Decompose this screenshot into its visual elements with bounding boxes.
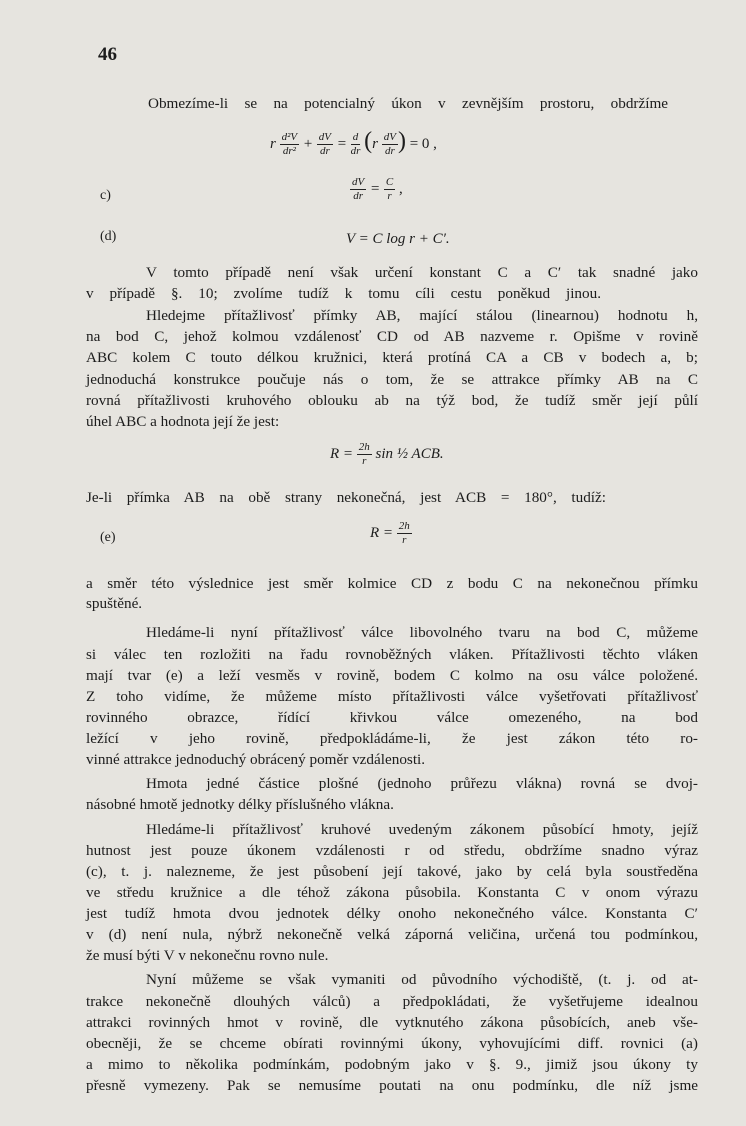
eq-term-num: 2h bbox=[358, 441, 370, 453]
text-line: ležící v jeho rovině, předpokládáme-li, že jest zákon této ro- bbox=[86, 730, 698, 747]
text-line: na bod C, jehož kolmou vzdálenosť CD od AB nazveme r. Opišme v rovině bbox=[86, 328, 698, 345]
eq-term-den: r bbox=[362, 455, 367, 467]
equation-label-e: (e) bbox=[100, 530, 116, 545]
eq-term-den: dr² bbox=[282, 145, 296, 158]
text-line: jednoduchá konstrukce poučuje nás o tom, že se attrakce přímky AB na C bbox=[86, 371, 698, 388]
eq-term-num: 2h bbox=[398, 520, 410, 532]
page-number: 46 bbox=[98, 44, 117, 65]
eq-term-coef: r bbox=[372, 136, 378, 152]
text-line: v (d) není nula, nýbrž nekonečně velká záporná veličina, určená tou podmínkou, bbox=[86, 926, 698, 943]
eq-tail: sin ½ ACB. bbox=[375, 445, 444, 462]
equation-laplace-radial: r $\frac{\text{d²V}}{\text{dr²}}$ + $\frac{dV}{dr}$ = $\frac{d}{dr}$ (r $\frac{dV}{dr}$ ) = 0 , bbox=[270, 128, 437, 158]
eq-term-den: r bbox=[402, 534, 407, 546]
text-line: V tomto případě není však určení konstant C a C′ tak snadné jako bbox=[146, 264, 698, 281]
text-line: násobné hmotě jednotky délky příslušného vlákna. bbox=[86, 796, 394, 813]
text-line: a směr této výslednice jest směr kolmice CD z bodu C na nekonečnou přímku bbox=[86, 575, 698, 592]
text-line: rovná přítažlivosti kruhového oblouku ab na týž bod, že tudíž směr její půlí bbox=[86, 392, 698, 409]
eq-term-num: dV bbox=[383, 131, 396, 144]
text-line: vinné attrakce jednoduchý obrácený poměr vzdálenosti. bbox=[86, 751, 426, 768]
text-line: Hledáme-li přítažlivosť kruhové uvedeným zákonem působící hmoty, jejíž bbox=[146, 821, 698, 838]
text-line: hutnost jest pouze úkonem vzdálenosti r od středu, obdržíme snadno výraz bbox=[86, 842, 698, 859]
text-line: ABC kolem C touto délkou kružnici, která protíná CA a CB v bodech a, b; bbox=[86, 349, 698, 366]
eq-term-num: dV bbox=[352, 176, 365, 188]
text-line: Z toho vidíme, že můžeme místo přítažlivosti válce vyšetřovati přítažlivosť bbox=[86, 688, 698, 705]
eq-term-den: dr bbox=[350, 145, 361, 158]
text-line: trakce nekonečně dlouhých válců) a předpokládati, že vyšetřujeme idealnou bbox=[86, 993, 698, 1010]
text-line: Hledejme přítažlivosť přímky AB, mající stálou (linearnou) hodnotu h, bbox=[146, 307, 698, 324]
text-line: jest tudíž hmota dvou jednotek délky onoho nekonečného válce. Konstanta C′ bbox=[86, 905, 698, 922]
eq-lhs: R = bbox=[370, 524, 394, 541]
text-line: mají tvar (e) a leží vesměs v rovině, bodem C kolmo na osu válce položené. bbox=[86, 667, 698, 684]
equation-label-d: (d) bbox=[100, 229, 117, 244]
eq-rhs: = 0 , bbox=[409, 136, 437, 152]
equation-e bbox=[370, 520, 412, 547]
text-line: že musí býti V v nekonečnu rovno nule. bbox=[86, 947, 329, 964]
text-line: Hmota jedné částice plošné (jednoho průřezu vlákna) rovná se dvoj- bbox=[146, 775, 698, 792]
equation-c: $\frac{dV}{dr}$ = $\frac{C}{r}$ , bbox=[352, 176, 403, 202]
eq-term-den: dr bbox=[353, 190, 363, 202]
text-line: rovinného obrazce, řídící křivkou válce omezeného, na bod bbox=[86, 709, 698, 726]
text-line: ve středu kružnice a dle téhož zákona působila. Konstanta C v onom výrazu bbox=[86, 884, 698, 901]
text-line: Nyní můžeme se však vymaniti od původního východiště, (t. j. od at- bbox=[146, 971, 698, 988]
eq-term-den: r bbox=[387, 190, 392, 202]
eq-term-den: dr bbox=[384, 145, 395, 158]
eq-term-den: dr bbox=[319, 145, 330, 158]
eq-lhs: R = bbox=[330, 445, 354, 462]
text-line: obecněji, že se chceme obírati rovinnými úkony, vyhovujícími diff. rovnici (a) bbox=[86, 1035, 698, 1052]
eq-term-num: d bbox=[351, 131, 361, 145]
eq-term-num: d²V bbox=[281, 131, 298, 144]
eq-term-num: dV bbox=[318, 131, 331, 144]
text-line: přesně vymezeny. Pak se nemusíme poutati na onu podmínku, dle níž jsme bbox=[86, 1077, 698, 1094]
equation-label-c: c) bbox=[100, 188, 111, 203]
text-line: a mimo to několika podmínkám, podobným jako v §. 9., jimiž jsou úkony ty bbox=[86, 1056, 698, 1073]
text-line: v případě §. 10; zvolíme tudíž k tomu cíli cestu poněkud jinou. bbox=[86, 285, 601, 302]
text-line: si válec ten rozložiti na řadu rovnoběžných vláken. Přítažlivosti těchto vláken bbox=[86, 646, 698, 663]
equation-R-sin bbox=[330, 441, 444, 468]
text-line: Obmezíme-li se na potencialný úkon v zevnějším prostoru, obdržíme bbox=[148, 95, 668, 112]
eq-term-num: C bbox=[385, 176, 394, 188]
text-line: spuštěné. bbox=[86, 595, 143, 612]
text-line: (c), t. j. nalezneme, že jest působení její takové, jako by celá byla soustředěna bbox=[86, 863, 698, 880]
text-line: attrakci rovinných hmot v rovině, dle vytknutého zákona působících, aneb vše- bbox=[86, 1014, 698, 1031]
equation-d: V = C log r + C′. bbox=[346, 231, 450, 247]
text-line: Je-li přímka AB na obě strany nekonečná, jest ACB = 180°, tudíž: bbox=[86, 489, 606, 506]
eq-term-coef: r bbox=[270, 136, 276, 152]
text-line: úhel ABC a hodnota její že jest: bbox=[86, 413, 280, 430]
text-line: Hledáme-li nyní přítažlivosť válce libovolného tvaru na bod C, můžeme bbox=[146, 624, 698, 641]
